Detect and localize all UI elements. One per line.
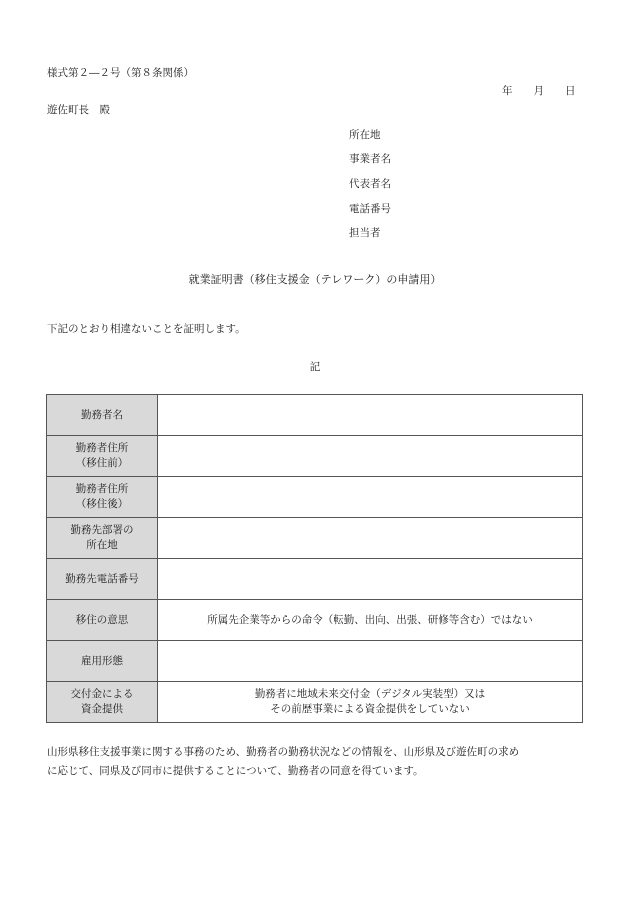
sender-field-business-name: 事業者名 <box>349 153 391 165</box>
document-title: 就業証明書（移住支援金（テレワーク）の申請用） <box>188 273 442 286</box>
row-value-address-after[interactable] <box>158 477 583 518</box>
table-row <box>47 395 583 436</box>
info-table <box>46 394 583 723</box>
date-line <box>502 84 576 98</box>
row-label-office-location: 勤務先部署の 所在地 <box>47 518 158 559</box>
sender-field-address: 所在地 <box>349 129 381 141</box>
row-value-office-location[interactable] <box>158 518 583 559</box>
row-value-grant-funding: 勤務者に地域未来交付金（デジタル実装型）又は その前歴事業による資金提供をしていない <box>158 682 583 723</box>
table-row <box>47 682 583 723</box>
row-value-employment-type[interactable] <box>158 641 583 682</box>
table-row <box>47 600 583 641</box>
form-number: 様式第２―２号（第８条関係） <box>47 67 194 79</box>
row-label-office-phone: 勤務先電話番号 <box>47 559 158 600</box>
date-month-label: 月 <box>533 85 544 97</box>
sender-field-contact-person: 担当者 <box>349 227 381 239</box>
row-value-relocation-intent: 所属先企業等からの命令（転勤、出向、出張、研修等含む）ではない <box>158 600 583 641</box>
row-label-worker-name: 勤務者名 <box>47 395 158 436</box>
consent-statement <box>47 743 587 781</box>
date-day-label: 日 <box>565 85 576 97</box>
sender-field-representative: 代表者名 <box>349 178 391 190</box>
table-row <box>47 641 583 682</box>
addressee: 遊佐町長 殿 <box>47 104 110 116</box>
row-label-address-before: 勤務者住所 （移住前） <box>47 436 158 477</box>
ki-marker: 記 <box>309 361 321 373</box>
row-value-worker-name[interactable] <box>158 395 583 436</box>
sender-field-phone: 電話番号 <box>349 203 391 215</box>
table-row <box>47 477 583 518</box>
row-label-grant-funding: 交付金による 資金提供 <box>47 682 158 723</box>
row-value-address-before[interactable] <box>158 436 583 477</box>
consent-line-1: 山形県移住支援事業に関する事務のため、勤務者の勤務状況などの情報を、山形県及び遊佐町の求め <box>47 746 520 758</box>
row-label-address-after: 勤務者住所 （移住後） <box>47 477 158 518</box>
table-row <box>47 518 583 559</box>
row-label-employment-type: 雇用形態 <box>47 641 158 682</box>
row-label-relocation-intent: 移住の意思 <box>47 600 158 641</box>
date-year-label: 年 <box>502 85 513 97</box>
row-value-office-phone[interactable] <box>158 559 583 600</box>
intro-text: 下記のとおり相違ないことを証明します。 <box>47 323 246 335</box>
table-row <box>47 436 583 477</box>
consent-line-2: に応じて、同県及び同市に提供することについて、勤務者の同意を得ています。 <box>47 765 424 777</box>
table-row <box>47 559 583 600</box>
